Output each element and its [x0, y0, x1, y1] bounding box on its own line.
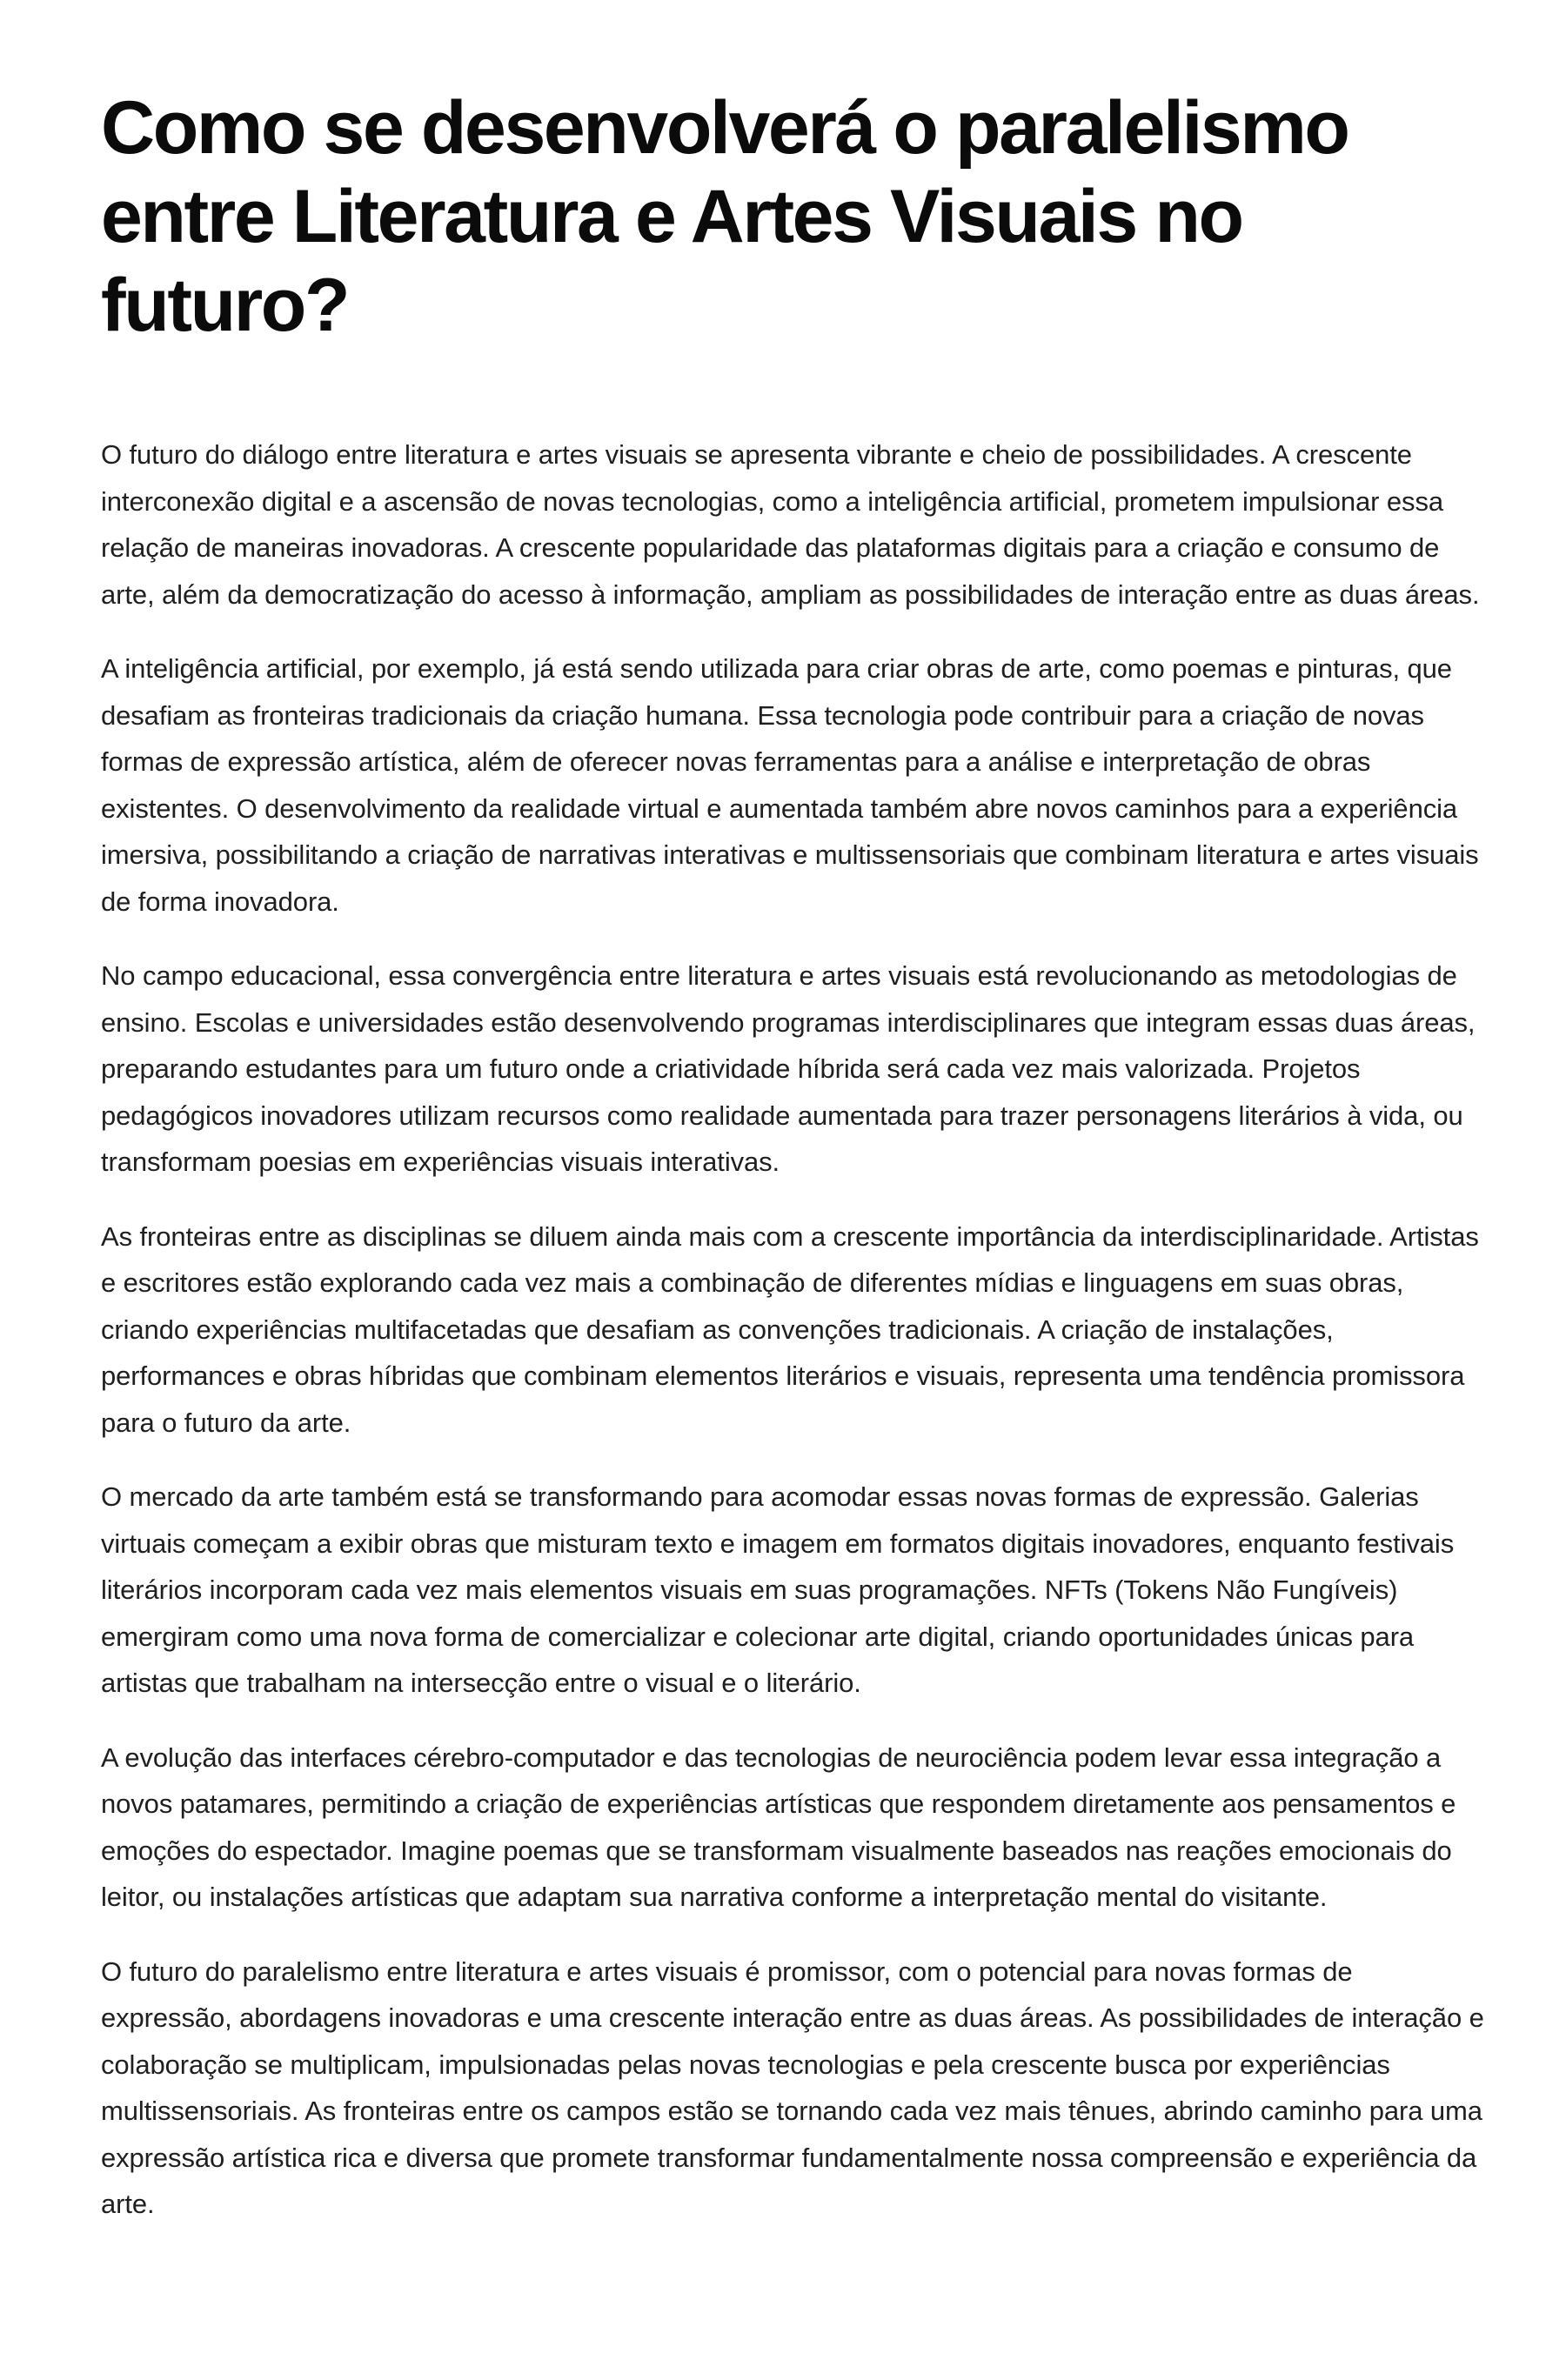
paragraph: O futuro do diálogo entre literatura e artes visuais se apresenta vibrante e cheio de possibilidades. A crescente interconexão digital e a ascensão de novas tecnologias, como a inteligência artificial, prometem impulsionar essa relação de maneiras inovadoras. A crescente popularidade das plataformas digitais para a criação e consumo de arte, além da democratização do acesso à informação, ampliam as possibilidades de interação entre as duas áreas.	[101, 439, 1480, 610]
article	[101, 84, 1484, 2256]
paragraph: O futuro do paralelismo entre literatura e artes visuais é promissor, com o potencial para novas formas de expressão, abordagens inovadoras e uma crescente interação entre as duas áreas. As possibilidades de interação e colaboração se multiplicam, impulsionadas pelas novas tecnologias e pela crescente busca por experiências multissensoriais. As fronteiras entre os campos estão se tornando cada vez mais tênues, abrindo caminho para uma expressão artística rica e diversa que promete transformar fundamentalmente nossa compreensão e experiência da arte.	[101, 1955, 1484, 2219]
paragraph: A inteligência artificial, por exemplo, já está sendo utilizada para criar obras de arte, como poemas e pinturas, que desafiam as fronteiras tradicionais da criação humana. Essa tecnologia pode contribuir para a criação de novas formas de expressão artística, além de oferecer novas ferramentas para a análise e interpretação de obras existentes. O desenvolvimento da realidade virtual e aumentada também abre novos caminhos para a experiência imersiva, possibilitando a criação de narrativas interativas e multissensoriais que combinam literatura e artes visuais de forma inovadora.	[101, 653, 1479, 917]
paragraph: A evolução das interfaces cérebro-computador e das tecnologias de neurociência podem levar essa integração a novos patamares, permitindo a criação de experiências artísticas que respondem diretamente aos pensamentos e emoções do espectador. Imagine poemas que se transformam visualmente baseados nas reações emocionais do leitor, ou instalações artísticas que adaptam sua narrativa conforme a interpretação mental do visitante.	[101, 1742, 1456, 1912]
paragraph: No campo educacional, essa convergência entre literatura e artes visuais está revolucionando as metodologias de ensino. Escolas e universidades estão desenvolvendo programas interdisciplinares que integram essas duas áreas, preparando estudantes para um futuro onde a criatividade híbrida será cada vez mais valorizada. Projetos pedagógicos inovadores utilizam recursos como realidade aumentada para trazer personagens literários à vida, ou transformam poesias em experiências visuais interativas.	[101, 960, 1476, 1177]
paragraph: As fronteiras entre as disciplinas se diluem ainda mais com a crescente importância da interdisciplinaridade. Artistas e escritores estão explorando cada vez mais a combinação de diferentes mídias e linguagens em suas obras, criando experiências multifacetadas que desafiam as convenções tradicionais. A criação de instalações, performances e obras híbridas que combinam elementos literários e visuais, representa uma tendência promissora para o futuro da arte.	[101, 1220, 1479, 1438]
paragraph: O mercado da arte também está se transformando para acomodar essas novas formas de expressão. Galerias virtuais começam a exibir obras que misturam texto e imagem em formatos digitais inovadores, enquanto festivais literários incorporam cada vez mais elementos visuais em suas programações. NFTs (Tokens Não Fungíveis) emergiram como uma nova forma de comercializar e colecionar arte digital, criando oportunidades únicas para artistas que trabalham na intersecção entre o visual e o literário.	[101, 1481, 1455, 1698]
article-title: Como se desenvolverá o paralelismo entre Literatura e Artes Visuais no futuro?	[101, 86, 1348, 347]
article-body	[101, 431, 1484, 2228]
